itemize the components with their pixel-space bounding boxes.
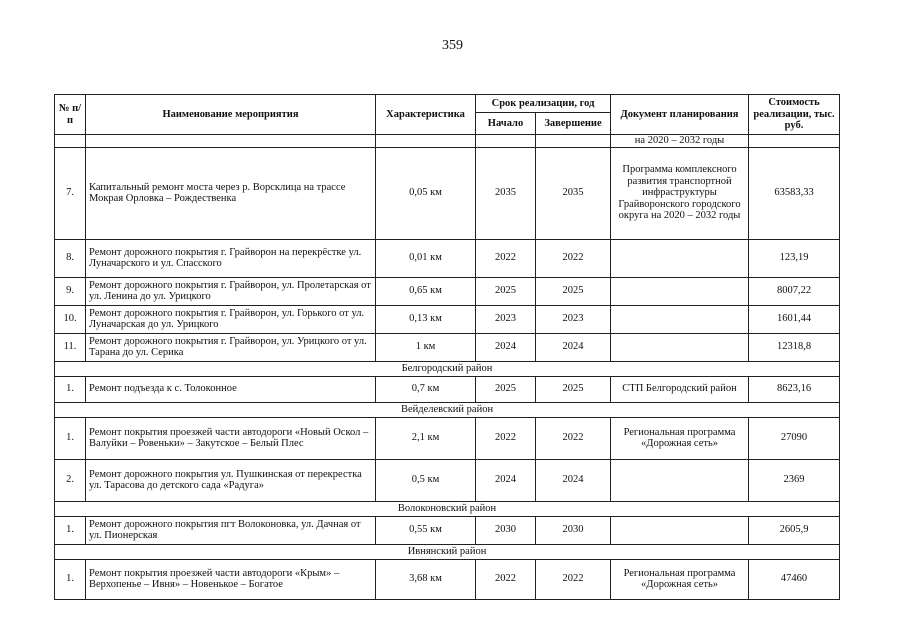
row-start: 2024 — [476, 459, 536, 501]
row-characteristic: 0,5 км — [376, 459, 476, 501]
row-end: 2025 — [536, 277, 611, 305]
row-document — [611, 459, 749, 501]
row-start: 2022 — [476, 239, 536, 277]
row-characteristic: 1 км — [376, 333, 476, 361]
row-document — [611, 239, 749, 277]
row-name: Ремонт дорожного покрытия пгт Волоконовка, ул. Дачная от ул. Пионерская — [86, 516, 376, 544]
row-start: 2022 — [476, 559, 536, 599]
row-end: 2022 — [536, 239, 611, 277]
row-end: 2025 — [536, 376, 611, 402]
row-cost: 123,19 — [749, 239, 840, 277]
row-name: Капитальный ремонт моста через р. Ворсклица на трассе Мокрая Орловка – Рождественка — [86, 147, 376, 239]
header-start: Начало — [476, 113, 536, 135]
table-header — [55, 95, 840, 135]
header-period: Срок реализации, год — [476, 95, 611, 113]
row-end: 2030 — [536, 516, 611, 544]
continuation-note: на 2020 – 2032 годы — [611, 135, 749, 148]
row-num: 1. — [55, 417, 86, 459]
row-num: 9. — [55, 277, 86, 305]
row-document: Программа комплексного развития транспортной инфраструктуры Грайворонского городского округа на 2020 – 2032 годы — [611, 147, 749, 239]
row-num: 1. — [55, 376, 86, 402]
row-name: Ремонт дорожного покрытия г. Грайворон на перекрёстке ул. Луначарского и ул. Спасского — [86, 239, 376, 277]
row-end: 2022 — [536, 417, 611, 459]
header-num: № п/п — [55, 95, 86, 135]
row-characteristic: 2,1 км — [376, 417, 476, 459]
header-cost: Стоимость реализации, тыс. руб. — [749, 95, 840, 135]
district-row — [55, 501, 840, 516]
row-cost: 27090 — [749, 417, 840, 459]
row-characteristic: 0,65 км — [376, 277, 476, 305]
row-start: 2025 — [476, 277, 536, 305]
row-name: Ремонт дорожного покрытия г. Грайворон, ул. Урицкого от ул. Тарана до ул. Серика — [86, 333, 376, 361]
district-title: Вейделевский район — [55, 402, 840, 417]
row-num: 1. — [55, 516, 86, 544]
row-name: Ремонт дорожного покрытия ул. Пушкинская от перекрестка ул. Тарасова до детского сада «Радуга» — [86, 459, 376, 501]
table-row — [55, 559, 840, 599]
row-characteristic: 0,13 км — [376, 305, 476, 333]
table-row — [55, 305, 840, 333]
district-row — [55, 402, 840, 417]
row-start: 2023 — [476, 305, 536, 333]
row-characteristic: 0,7 км — [376, 376, 476, 402]
table-row — [55, 333, 840, 361]
row-name: Ремонт дорожного покрытия г. Грайворон, ул. Горького от ул. Луначарская до ул. Урицкого — [86, 305, 376, 333]
row-characteristic: 0,05 км — [376, 147, 476, 239]
row-name: Ремонт дорожного покрытия г. Грайворон, ул. Пролетарская от ул. Ленина до ул. Урицкого — [86, 277, 376, 305]
row-end: 2035 — [536, 147, 611, 239]
row-num: 2. — [55, 459, 86, 501]
row-document: Региональная программа «Дорожная сеть» — [611, 559, 749, 599]
row-cost: 63583,33 — [749, 147, 840, 239]
row-document — [611, 516, 749, 544]
district-row — [55, 361, 840, 376]
row-end: 2023 — [536, 305, 611, 333]
row-document — [611, 333, 749, 361]
row-cost: 8623,16 — [749, 376, 840, 402]
row-cost: 2605,9 — [749, 516, 840, 544]
row-cost: 12318,8 — [749, 333, 840, 361]
row-end: 2024 — [536, 459, 611, 501]
row-start: 2022 — [476, 417, 536, 459]
row-cost: 47460 — [749, 559, 840, 599]
row-start: 2035 — [476, 147, 536, 239]
row-cost: 1601,44 — [749, 305, 840, 333]
row-document: СТП Белгородский район — [611, 376, 749, 402]
district-title: Волоконовский район — [55, 501, 840, 516]
continuation-row — [55, 135, 840, 148]
table-row — [55, 417, 840, 459]
row-characteristic: 0,01 км — [376, 239, 476, 277]
row-name: Ремонт покрытия проезжей части автодороги «Крым» – Верхопенье – Ивня» – Новенькое – Богатое — [86, 559, 376, 599]
row-start: 2024 — [476, 333, 536, 361]
row-name: Ремонт подъезда к с. Толоконное — [86, 376, 376, 402]
header-document: Документ планирования — [611, 95, 749, 135]
district-title: Белгородский район — [55, 361, 840, 376]
row-start: 2030 — [476, 516, 536, 544]
header-characteristic: Характеристика — [376, 95, 476, 135]
table-row — [55, 147, 840, 239]
row-cost: 2369 — [749, 459, 840, 501]
row-num: 11. — [55, 333, 86, 361]
header-end: Завершение — [536, 113, 611, 135]
header-name: Наименование мероприятия — [86, 95, 376, 135]
row-document — [611, 305, 749, 333]
row-characteristic: 0,55 км — [376, 516, 476, 544]
table-row — [55, 376, 840, 402]
measures-table — [54, 94, 840, 600]
district-row — [55, 544, 840, 559]
row-num: 8. — [55, 239, 86, 277]
table-row — [55, 516, 840, 544]
table-row — [55, 277, 840, 305]
row-num: 1. — [55, 559, 86, 599]
row-end: 2024 — [536, 333, 611, 361]
row-end: 2022 — [536, 559, 611, 599]
table-row — [55, 459, 840, 501]
row-cost: 8007,22 — [749, 277, 840, 305]
row-num: 10. — [55, 305, 86, 333]
row-start: 2025 — [476, 376, 536, 402]
district-title: Ивнянский район — [55, 544, 840, 559]
row-name: Ремонт покрытия проезжей части автодороги «Новый Оскол – Валуйки – Ровеньки» – Закутское – Белый Плес — [86, 417, 376, 459]
row-num: 7. — [55, 147, 86, 239]
row-characteristic: 3,68 км — [376, 559, 476, 599]
table-row — [55, 239, 840, 277]
page-number: 359 — [442, 38, 463, 53]
row-document: Региональная программа «Дорожная сеть» — [611, 417, 749, 459]
row-document — [611, 277, 749, 305]
